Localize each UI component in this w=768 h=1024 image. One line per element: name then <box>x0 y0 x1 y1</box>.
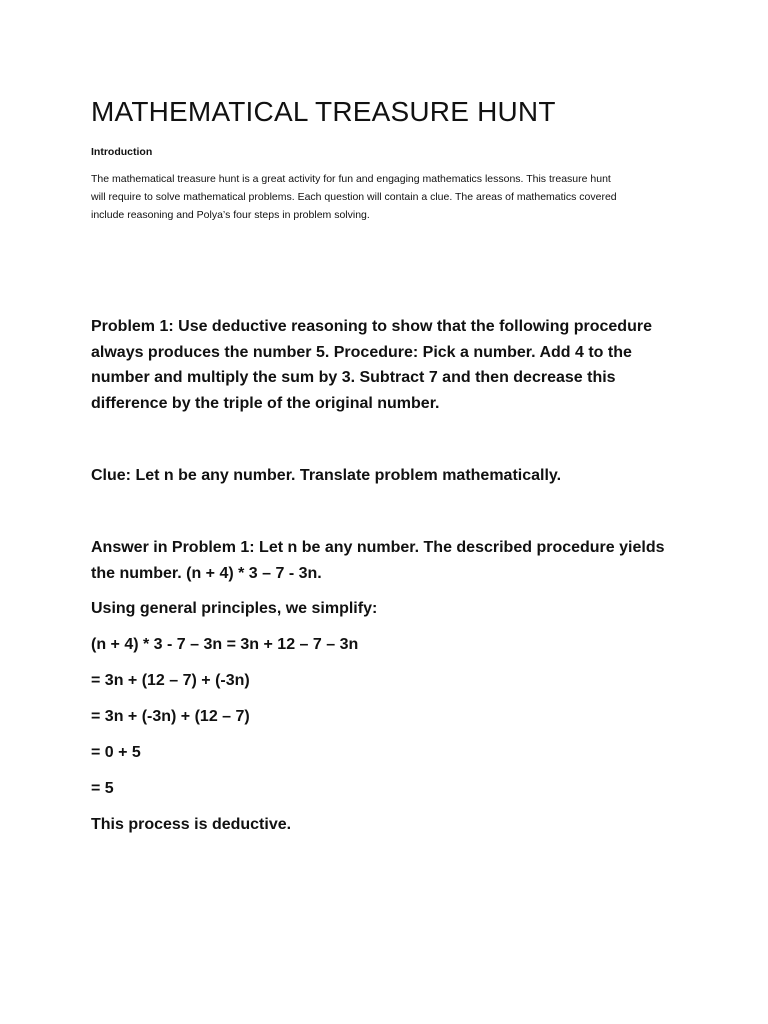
problem-1-clue: Clue: Let n be any number. Translate problem mathematically. <box>91 467 562 484</box>
introduction-line: will require to solve mathematical problems. Each question will contain a clue. The areas of mathematics covered <box>91 191 617 203</box>
answer-line: Answer in Problem 1: Let n be any number. The described procedure yields <box>91 539 665 556</box>
simplification-step: = 3n + (12 – 7) + (-3n) <box>91 672 250 689</box>
problem-line: Problem 1: Use deductive reasoning to show that the following procedure <box>91 318 652 335</box>
problem-line: number and multiply the sum by 3. Subtract 7 and then decrease this <box>91 369 616 386</box>
answer-line: the number. (n + 4) * 3 – 7 - 3n. <box>91 564 322 582</box>
introduction-line: include reasoning and Polya’s four steps in problem solving. <box>91 209 370 221</box>
simplification-step: = 0 + 5 <box>91 744 141 761</box>
introduction-line: The mathematical treasure hunt is a great activity for fun and engaging mathematics lessons. This treasure hunt <box>91 173 611 185</box>
simplification-step: = 5 <box>91 780 114 797</box>
simplification-step: = 3n + (-3n) + (12 – 7) <box>91 708 250 725</box>
simplify-intro: Using general principles, we simplify: <box>91 600 378 617</box>
problem-line: always produces the number 5. Procedure: Pick a number. Add 4 to the <box>91 343 632 361</box>
introduction-heading: Introduction <box>91 146 153 158</box>
document-title: MATHEMATICAL TREASURE HUNT <box>91 96 556 127</box>
introduction-paragraph <box>91 170 691 224</box>
conclusion: This process is deductive. <box>91 816 292 833</box>
simplification-step: (n + 4) * 3 - 7 – 3n = 3n + 12 – 7 – 3n <box>91 636 359 653</box>
problem-1-answer <box>91 535 664 586</box>
problem-line: difference by the triple of the original number. <box>91 394 440 412</box>
problem-1-statement <box>91 314 652 416</box>
